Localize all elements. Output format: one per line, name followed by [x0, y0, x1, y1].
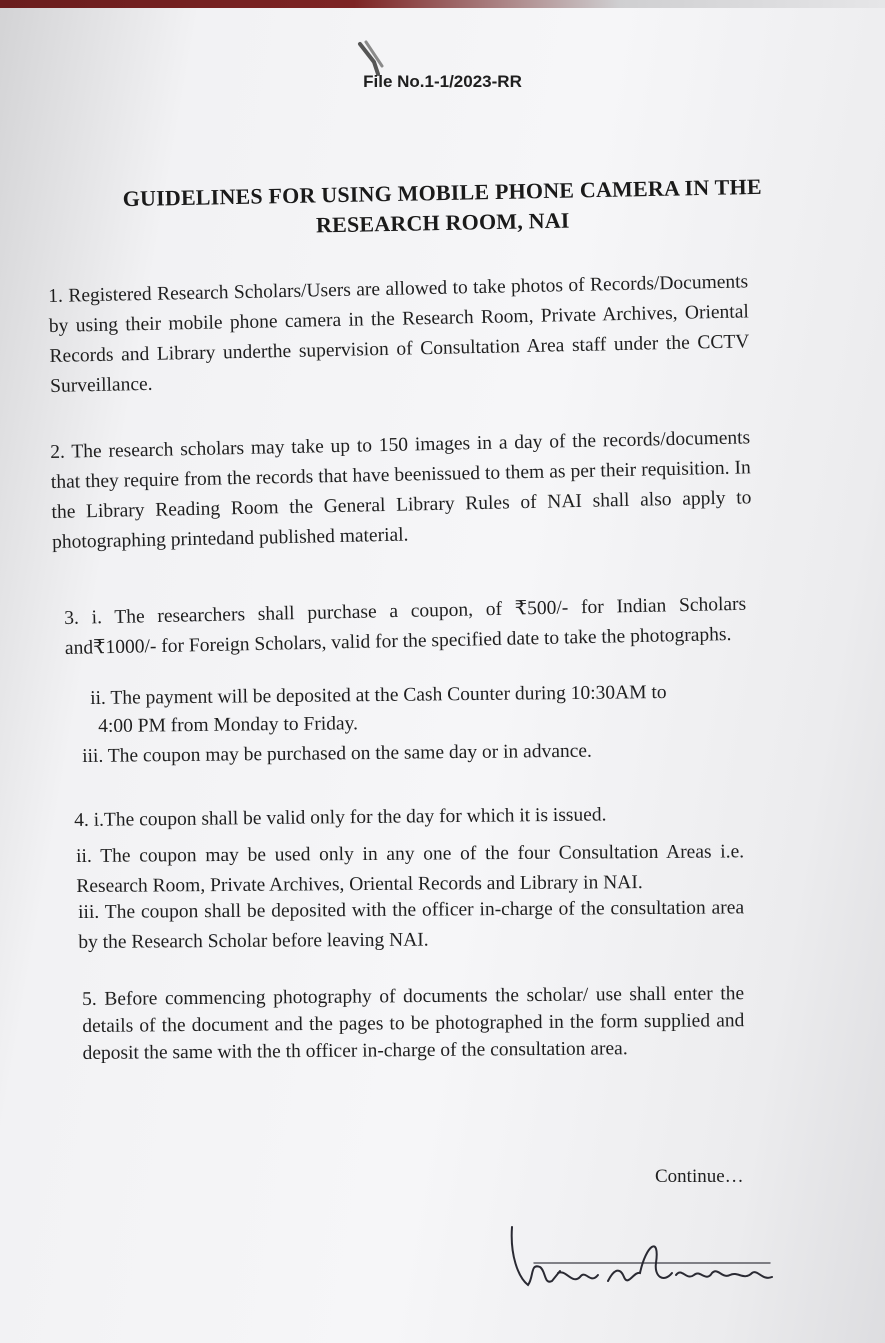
- guideline-4-iii-text: iii. The coupon shall be deposited with the officer in-charge of the consultation area by the Research Scholar before leaving NAI.: [78, 897, 745, 953]
- continue-label: Continue…: [655, 1166, 744, 1187]
- guideline-1-text: 1. Registered Research Scholars/Users are allowed to take photos of Records/Documents by using their mobile phone camera in the Research Room, Private Archives, Oriental Records and Library underthe supervision of Consultation Area staff under the CCTV Surveillance.: [48, 271, 750, 397]
- guideline-3-ii-line-2: 4:00 PM from Monday to Friday.: [98, 713, 359, 737]
- guideline-3-i: [64, 590, 747, 664]
- guideline-4-ii: [76, 837, 744, 902]
- handwritten-signature: [500, 1215, 800, 1315]
- guideline-4-i: 4. i.The coupon shall be valid only for the day for which it is issued.: [74, 804, 607, 831]
- guideline-4-ii-text: ii. The coupon may be used only in any one of the four Consultation Areas i.e. Research Room, Private Archives, Oriental Records and Library in NAI.: [76, 841, 745, 897]
- guideline-5: [82, 980, 745, 1067]
- title-line-2: RESEARCH ROOM, NAI: [315, 207, 570, 238]
- guideline-3-i-text: 3. i. The researchers shall purchase a coupon, of ₹500/- for Indian Scholars and₹1000/- for Foreign Scholars, valid for the specified date to take the photographs.: [64, 593, 747, 659]
- title-line-1: GUIDELINES FOR USING MOBILE PHONE CAMERA IN THE: [122, 173, 762, 212]
- page-title: [39, 170, 845, 245]
- guideline-5-text: 5. Before commencing photography of documents the scholar/ use shall enter the details of the document and the pages to be photographed in the form supplied and deposit the same with the th officer in-charge of the consultation area.: [82, 983, 745, 1064]
- guideline-2: [50, 423, 752, 558]
- page-edge: [0, 0, 885, 8]
- guideline-3-ii-line-1: ii. The payment will be deposited at the Cash Counter during 10:30AM to: [90, 681, 667, 709]
- file-number: File No.1-1/2023-RR: [363, 72, 522, 91]
- guideline-1: [48, 267, 750, 402]
- guideline-2-text: 2. The research scholars may take up to 150 images in a day of the records/documents that they require from the records that have beenissued to them as per their requisition. In the Library Reading Room the General Library Rules of NAI shall also apply to photographing printedand published material.: [50, 427, 752, 553]
- guideline-4-iii: [78, 893, 744, 958]
- guideline-3-iii: iii. The coupon may be purchased on the same day or in advance.: [82, 740, 592, 767]
